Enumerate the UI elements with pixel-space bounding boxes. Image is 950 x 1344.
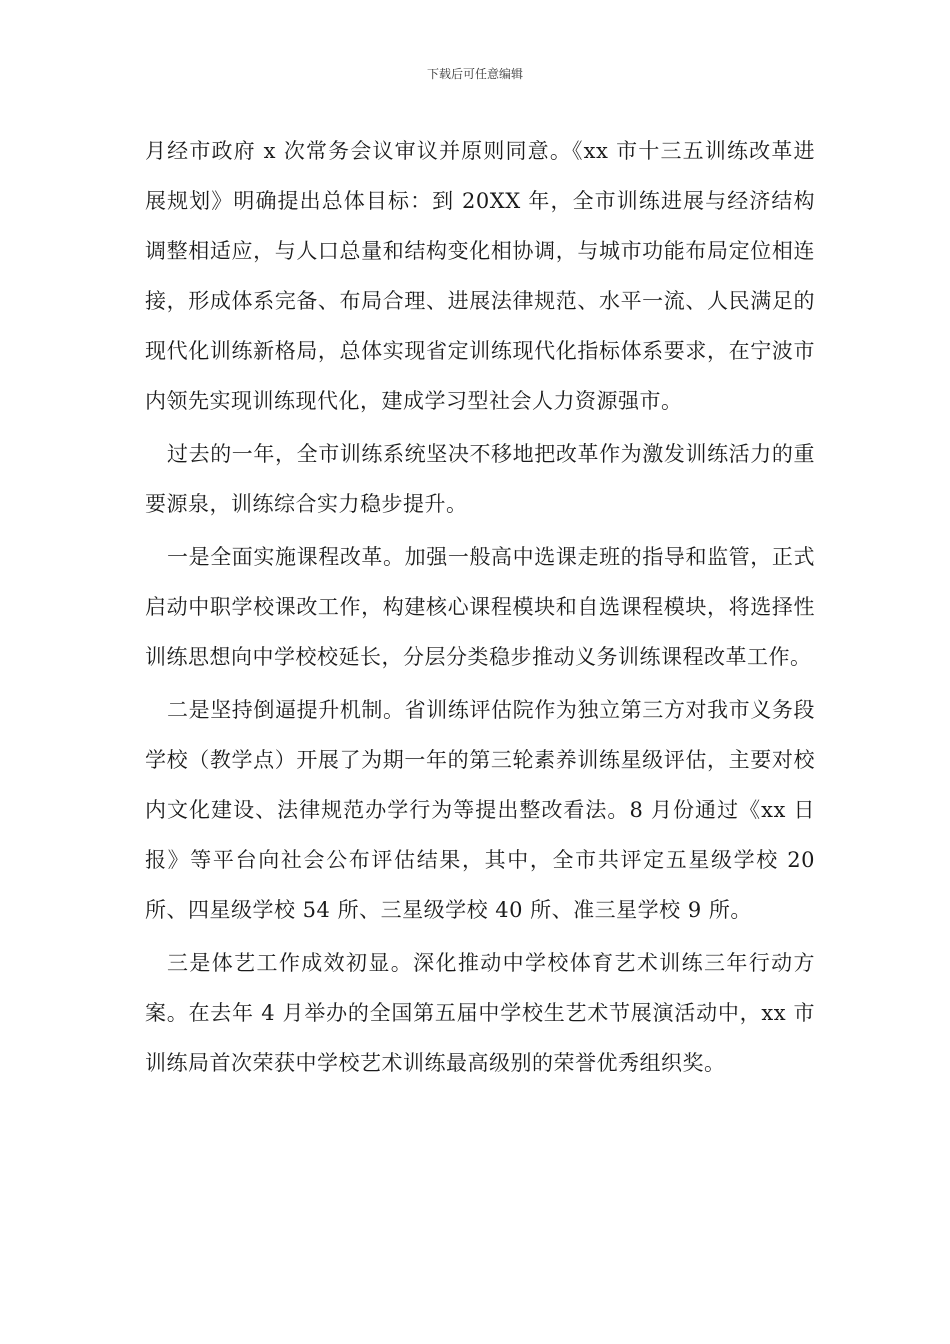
- paragraph-reform-summary: 过去的一年，全市训练系统坚决不移地把改革作为激发训练活力的重要源泉，训练综合实力稳步提升。: [145, 442, 815, 516]
- document-body: [145, 126, 815, 1088]
- paragraph-evaluation-mechanism: 二是坚持倒逼提升机制。省训练评估院作为独立第三方对我市义务段学校（教学点）开展了为期一年的第三轮素养训练星级评估，主要对校内文化建设、法律规范办学行为等提出整改看法。8 月份通过《xx 日报》等平台向社会公布评估结果，其中，全市共评定五星级学校 20 所、四星级学校 54 所、三星级学校 40 所、准三星学校 9 所。: [145, 698, 815, 922]
- page-header: 下载后可任意编辑: [426, 67, 523, 81]
- paragraph-plan-goals: 月经市政府 x 次常务会议审议并原则同意。《xx 市十三五训练改革进展规划》明确提出总体目标：到 20XX 年，全市训练进展与经济结构调整相适应，与人口总量和结构变化相协调，与城市功能布局定位相连接，形成体系完备、布局合理、进展法律规范、水平一流、人民满足的现代化训练新格局，总体实现省定训练现代化指标体系要求，在宁波市内领先实现训练现代化，建成学习型社会人力资源强市。: [145, 139, 815, 413]
- paragraph-sports-arts: 三是体艺工作成效初显。深化推动中学校体育艺术训练三年行动方案。在去年 4 月举办的全国第五届中学校生艺术节展演活动中，xx 市训练局首次荣获中学校艺术训练最高级别的荣誉优秀组织奖。: [145, 951, 815, 1075]
- paragraph-curriculum-reform: 一是全面实施课程改革。加强一般高中选课走班的指导和监管，正式启动中职学校课改工作，构建核心课程模块和自选课程模块，将选择性训练思想向中学校校延长，分层分类稳步推动义务训练课程改革工作。: [145, 545, 815, 669]
